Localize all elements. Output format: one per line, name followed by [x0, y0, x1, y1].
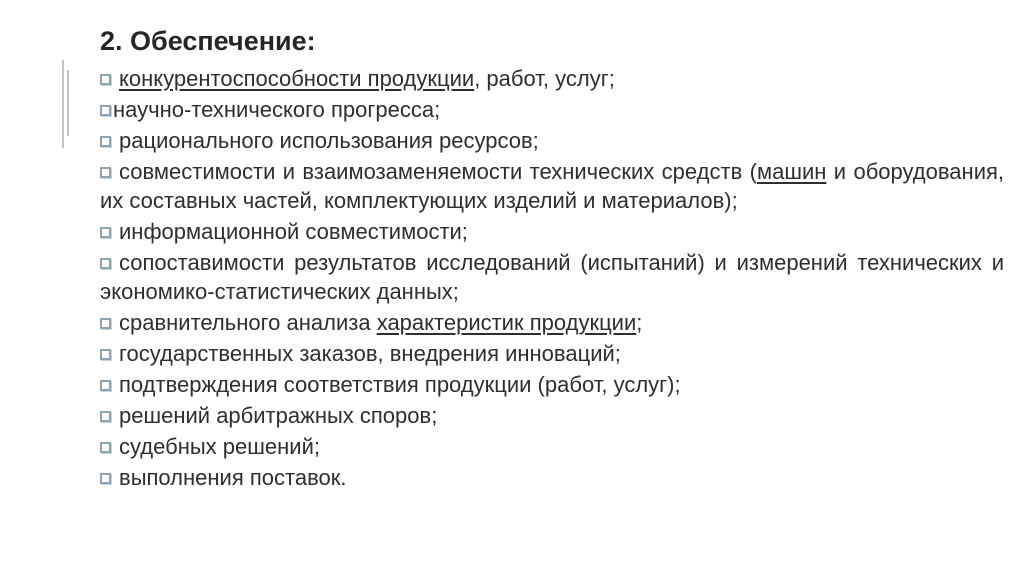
list-item	[100, 432, 1004, 461]
item-text: и оборудования, их составных частей, комплектующих изделий и материалов);	[100, 159, 1005, 213]
list-item	[100, 370, 1004, 399]
item-text: государственных заказов, внедрения инноваций;	[119, 341, 621, 366]
item-text: научно-технического прогресса;	[113, 97, 441, 122]
list-item	[100, 126, 1004, 155]
list-item	[100, 339, 1004, 368]
square-bullet-icon	[100, 258, 111, 269]
item-text: совместимости и взаимозаменяемости технических средств (	[119, 159, 757, 184]
square-bullet-icon	[100, 411, 111, 422]
item-text: информационной совместимости;	[119, 219, 468, 244]
item-text: ;	[636, 310, 643, 335]
item-text: , работ, услуг;	[474, 66, 615, 91]
square-bullet-icon	[100, 136, 111, 147]
item-text: решений арбитражных споров;	[119, 403, 438, 428]
square-bullet-icon	[100, 380, 111, 391]
list-item	[100, 401, 1004, 430]
list-item	[100, 217, 1004, 246]
decorative-vertical-line	[62, 60, 64, 148]
list-item	[100, 308, 1004, 337]
item-underlined-text: машин	[756, 159, 827, 184]
list-item	[100, 95, 1004, 124]
square-bullet-icon	[100, 227, 111, 238]
item-text: сопоставимости результатов исследований (испытаний) и измерений технических и экономико-статистических данных;	[100, 250, 1004, 304]
slide-title: 2. Обеспечение:	[100, 26, 316, 56]
item-underlined-text: характеристик продукции	[376, 310, 637, 335]
square-bullet-icon	[100, 349, 111, 360]
square-bullet-icon	[100, 167, 111, 178]
item-underlined-text: конкурентоспособности продукции	[119, 66, 475, 91]
item-text: подтверждения соответствия продукции (работ, услуг);	[119, 372, 681, 397]
square-bullet-icon	[100, 442, 111, 453]
square-bullet-icon	[100, 473, 111, 484]
list-item	[100, 157, 1004, 215]
list-item	[100, 64, 1004, 93]
item-text: сравнительного анализа	[119, 310, 377, 335]
decorative-vertical-line	[67, 70, 69, 136]
item-text: рационального использования ресурсов;	[119, 128, 539, 153]
list-item	[100, 463, 1004, 492]
item-text: судебных решений;	[119, 434, 320, 459]
square-bullet-icon	[100, 318, 111, 329]
item-text: выполнения поставок.	[119, 465, 347, 490]
square-bullet-icon	[100, 105, 111, 116]
bullet-list	[100, 64, 1004, 494]
list-item	[100, 248, 1004, 306]
square-bullet-icon	[100, 74, 111, 85]
